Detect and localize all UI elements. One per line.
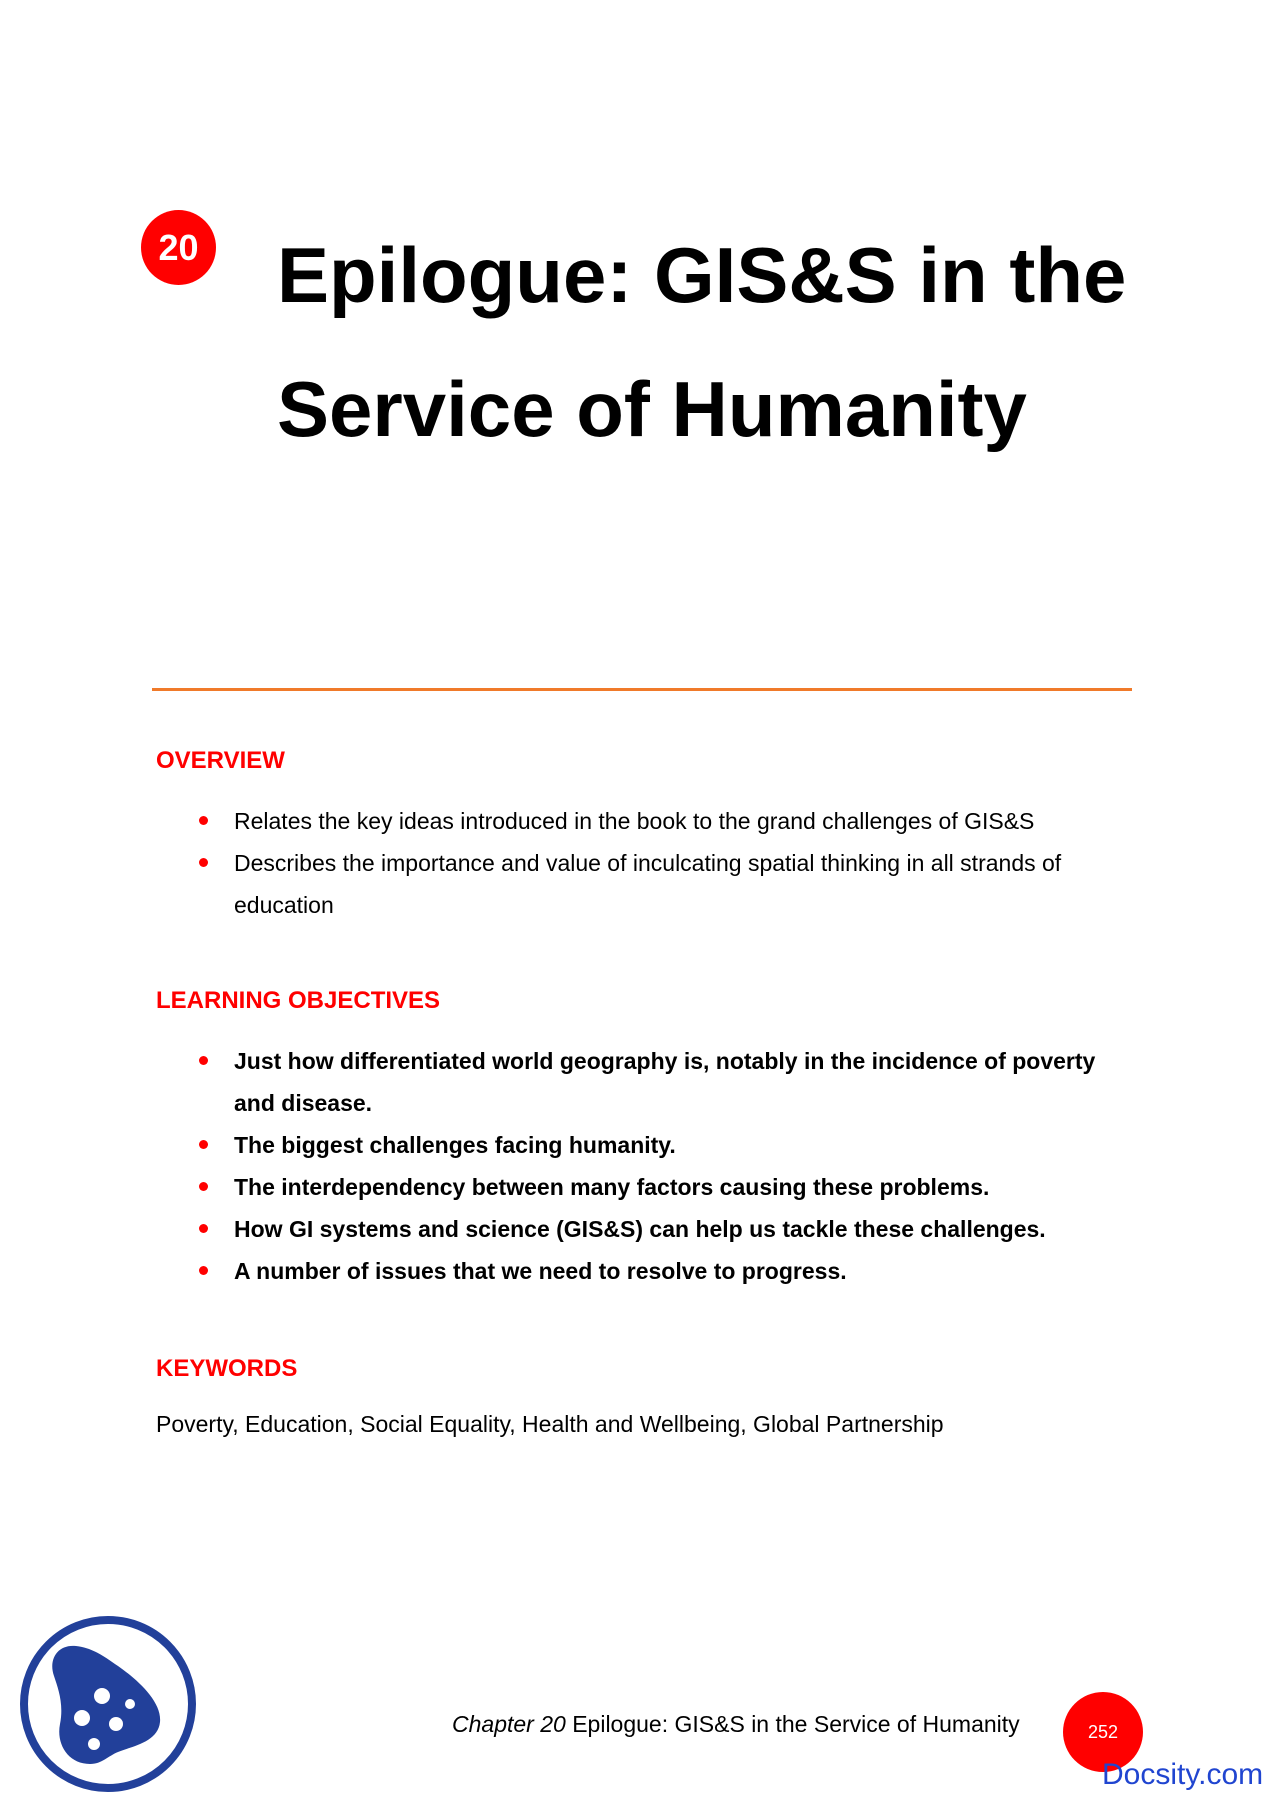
keywords-heading: KEYWORDS	[156, 1355, 298, 1382]
bullet-icon	[199, 816, 208, 825]
title-line-2: Service of Humanity	[277, 365, 1027, 453]
section-divider	[152, 688, 1132, 691]
overview-list	[156, 800, 1136, 926]
bullet-icon	[199, 858, 208, 867]
chapter-number-badge	[141, 210, 216, 285]
overview-item: Describes the importance and value of inculcating spatial thinking in all strands of education	[156, 842, 1136, 926]
bullet-icon	[199, 1266, 208, 1275]
bullet-icon	[199, 1140, 208, 1149]
docsity-logo-icon	[18, 1614, 198, 1794]
objective-item: The biggest challenges facing humanity.	[156, 1124, 1136, 1166]
docsity-watermark-link[interactable]: Docsity.com	[1102, 1758, 1264, 1791]
chapter-number: 20	[158, 226, 199, 268]
title-line-1: Epilogue: GIS&S in the	[277, 231, 1127, 319]
learning-objectives-list	[156, 1040, 1136, 1292]
objective-item: A number of issues that we need to resolve to progress.	[156, 1250, 1136, 1292]
footer-chapter-label: Chapter 20	[452, 1711, 566, 1737]
bullet-icon	[199, 1224, 208, 1233]
page-footer	[452, 1711, 1020, 1738]
page-title	[277, 208, 1177, 476]
bullet-icon	[199, 1182, 208, 1191]
keywords-text: Poverty, Education, Social Equality, Health and Wellbeing, Global Partnership	[156, 1411, 944, 1437]
objective-item: Just how differentiated world geography is, notably in the incidence of poverty and disease.	[156, 1040, 1136, 1124]
overview-item: Relates the key ideas introduced in the book to the grand challenges of GIS&S	[156, 800, 1136, 842]
objective-item: The interdependency between many factors causing these problems.	[156, 1166, 1136, 1208]
footer-chapter-title: Epilogue: GIS&S in the Service of Humanity	[572, 1711, 1020, 1737]
page-number: 252	[1087, 1721, 1119, 1742]
bullet-icon	[199, 1056, 208, 1065]
learning-objectives-heading: LEARNING OBJECTIVES	[156, 987, 441, 1014]
overview-heading: OVERVIEW	[156, 747, 285, 774]
objective-item: How GI systems and science (GIS&S) can help us tackle these challenges.	[156, 1208, 1136, 1250]
